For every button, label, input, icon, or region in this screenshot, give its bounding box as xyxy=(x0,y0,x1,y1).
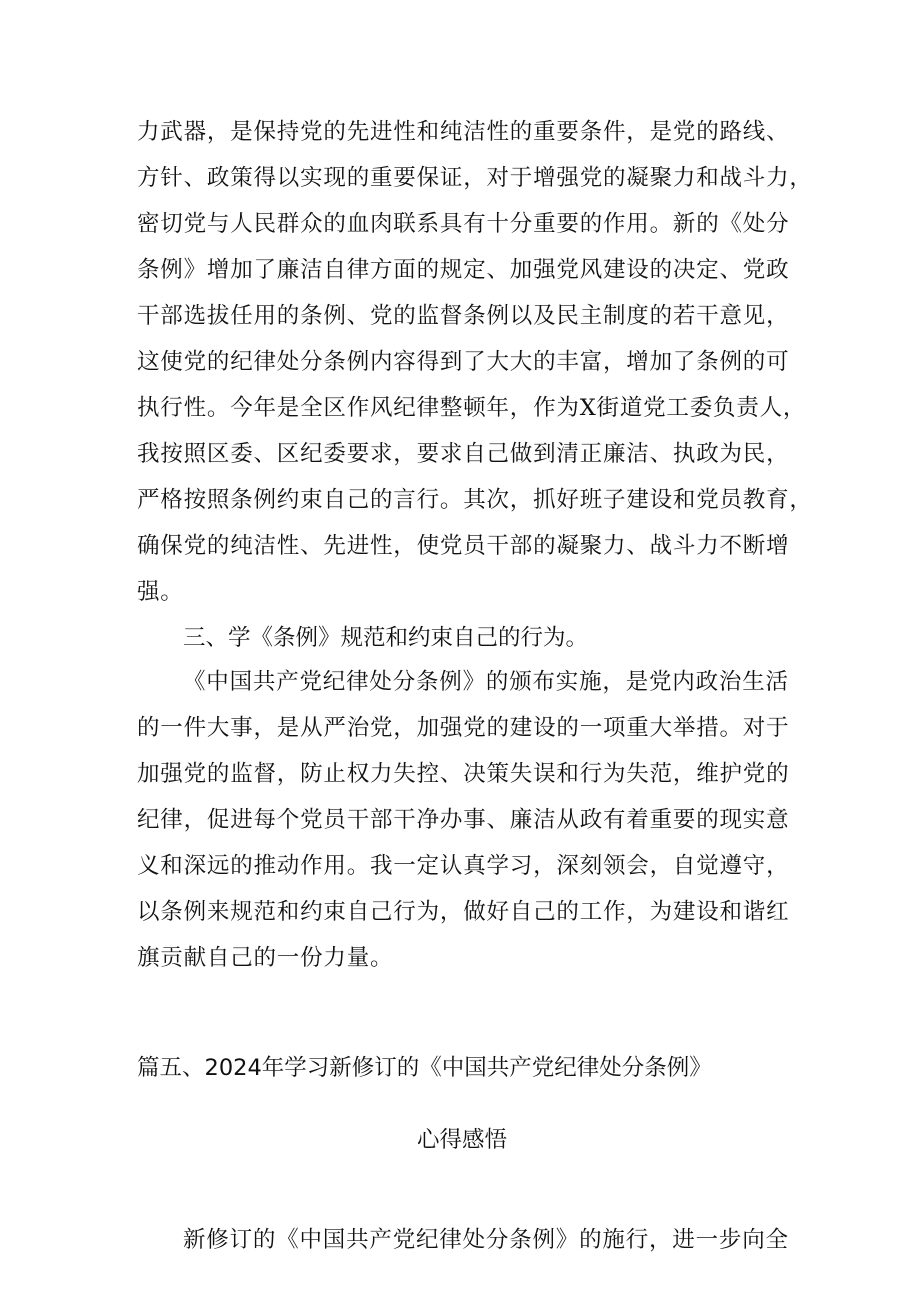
part-title: 篇五、2024年学习新修订的《中国共产党纪律处分条例》 xyxy=(137,1055,712,1081)
paragraph-1-line: 执行性。今年是全区作风纪律整顿年，作为X街道党工委负责人， xyxy=(137,395,807,421)
paragraph-1-line: 严格按照条例约束自己的言行。其次，抓好班子建设和党员教育， xyxy=(137,487,813,513)
section-heading: 三、学《条例》规范和约束自己的行为。 xyxy=(183,625,589,651)
paragraph-1-line: 这使党的纪律处分条例内容得到了大大的丰富，增加了条例的可 xyxy=(137,349,790,375)
paragraph-1-line: 强。 xyxy=(137,579,184,605)
part-subtitle: 心得感悟 xyxy=(417,1127,508,1153)
paragraph-2-line: 纪律，促进每个党员干部干净办事、廉洁从政有着重要的现实意 xyxy=(137,807,790,833)
paragraph-1-line: 条例》增加了廉洁自律方面的规定、加强党风建设的决定、党政 xyxy=(137,257,790,283)
paragraph-2-line: 旗贡献自己的一份力量。 xyxy=(137,945,394,971)
paragraph-1-line: 确保党的纯洁性、先进性，使党员干部的凝聚力、战斗力不断增 xyxy=(137,533,790,559)
paragraph-1-line: 密切党与人民群众的血肉联系具有十分重要的作用。新的《处分 xyxy=(137,211,790,237)
paragraph-1-line: 力武器，是保持党的先进性和纯洁性的重要条件，是党的路线、 xyxy=(137,119,790,145)
paragraph-3-line: 新修订的《中国共产党纪律处分条例》的施行，进一步向全 xyxy=(183,1227,789,1253)
paragraph-1-line: 干部选拔任用的条例、党的监督条例以及民主制度的若干意见， xyxy=(137,303,790,329)
paragraph-1-line: 我按照区委、区纪委要求，要求自己做到清正廉洁、执政为民， xyxy=(137,441,790,467)
paragraph-1-line: 方针、政策得以实现的重要保证，对于增强党的凝聚力和战斗力， xyxy=(137,165,813,191)
paragraph-2-line: 加强党的监督，防止权力失控、决策失误和行为失范，维护党的 xyxy=(137,761,790,787)
paragraph-2-line: 以条例来规范和约束自己行为，做好自己的工作，为建设和谐红 xyxy=(137,899,790,925)
paragraph-2-line: 的一件大事，是从严治党，加强党的建设的一项重大举措。对于 xyxy=(137,715,790,741)
paragraph-2-line: 义和深远的推动作用。我一定认真学习，深刻领会，自觉遵守， xyxy=(137,853,790,879)
paragraph-2-line: 《中国共产党纪律处分条例》的颁布实施，是党内政治生活 xyxy=(183,669,789,695)
